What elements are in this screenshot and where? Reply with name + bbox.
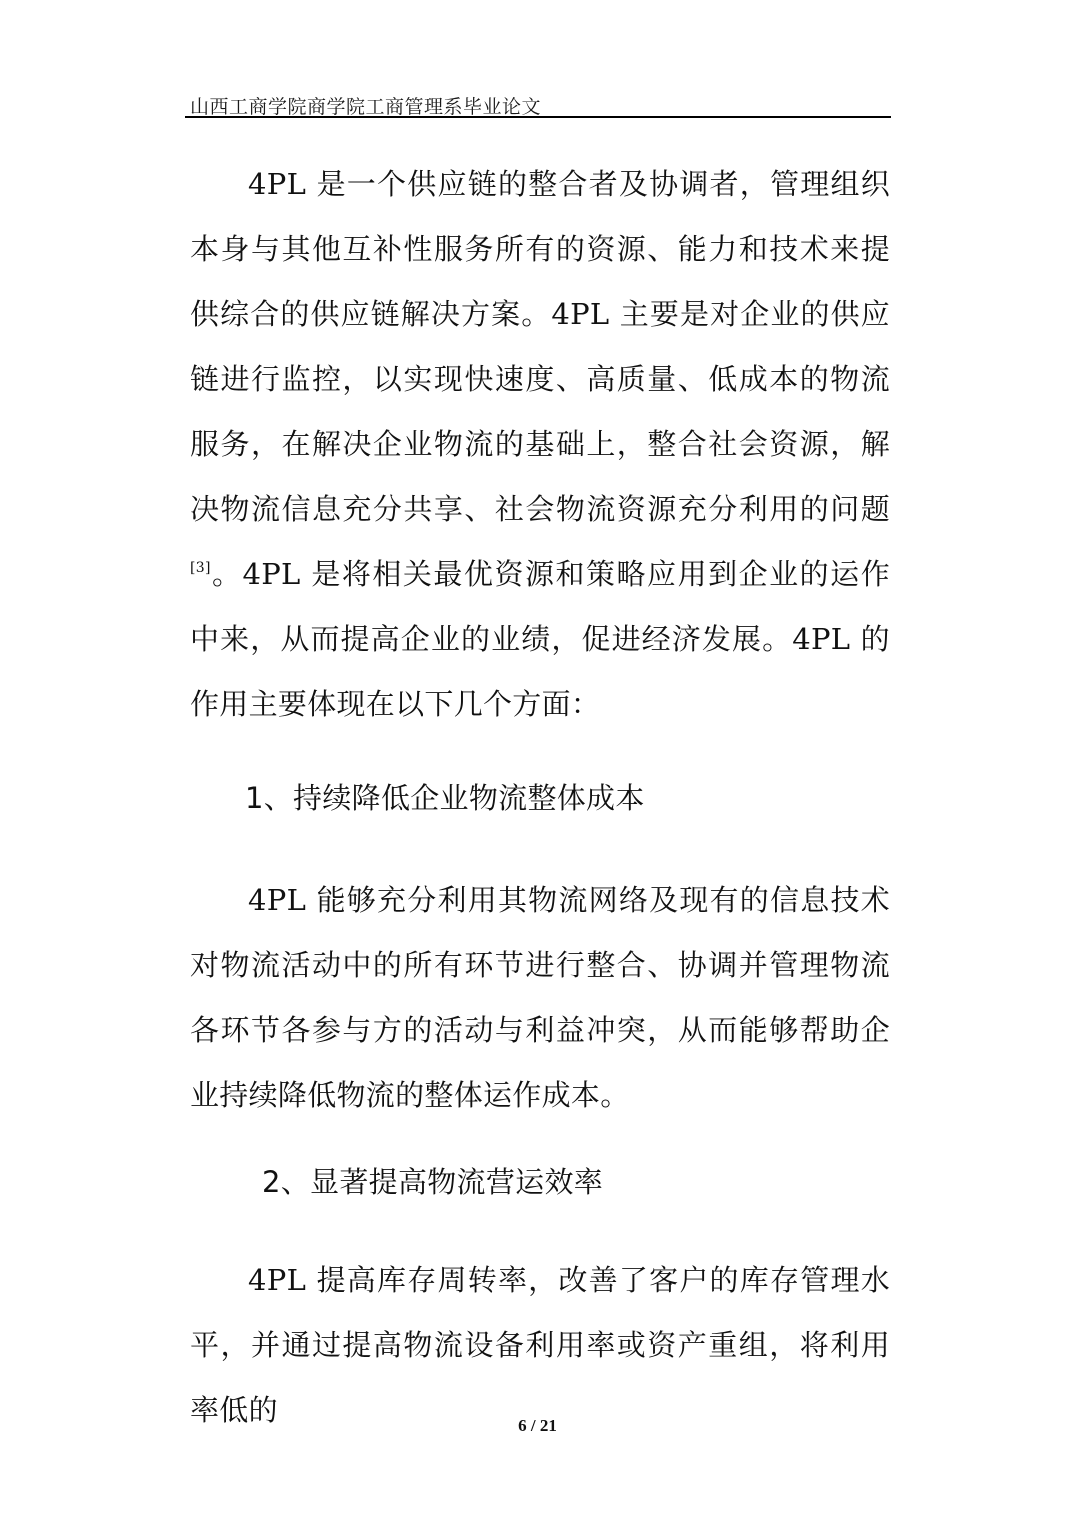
total-pages: 21 [539,1416,557,1435]
section-heading-efficiency: 2、显著提高物流营运效率 [262,1165,604,1199]
document-header: 山西工商学院商学院工商管理系毕业论文 [190,96,542,118]
paragraph-text-continued: 。4PL 是将相关最优资源和策略应用到企业的运作中来，从而提高企业的业绩，促进经济发展。4PL 的作用主要体现在以下几个方面： [190,557,890,721]
paragraph-cost: 4PL 能够充分利用其物流网络及现有的信息技术对物流活动中的所有环节进行整合、协调并管理物流各环节各参与方的活动与利益冲突，从而能够帮助企业持续降低物流的整体运作成本。 [190,883,890,1112]
citation-marker: [3] [190,560,211,576]
header-divider [185,116,891,118]
paragraph-text: 4PL 是一个供应链的整合者及协调者，管理组织本身与其他互补性服务所有的资源、能力和技术来提供综合的供应链解决方案。4PL 主要是对企业的供应链进行监控，以实现快速度、高质量、低成本的物流服务，在解决企业物流的基础上，整合社会资源，解决物流信息充分共享、社会物流资源充分利用的问题 [190,167,890,526]
page-separator: / [530,1416,536,1435]
paragraph-efficiency: 4PL 提高库存周转率，改善了客户的库存管理水平，并通过提高物流设备利用率或资产重组，将利用率低的 [190,1263,890,1427]
section-heading-cost: 1、持续降低企业物流整体成本 [245,781,645,815]
page-number [0,1416,1075,1436]
current-page: 6 [518,1416,527,1435]
paragraph-4pl-intro [190,152,890,737]
